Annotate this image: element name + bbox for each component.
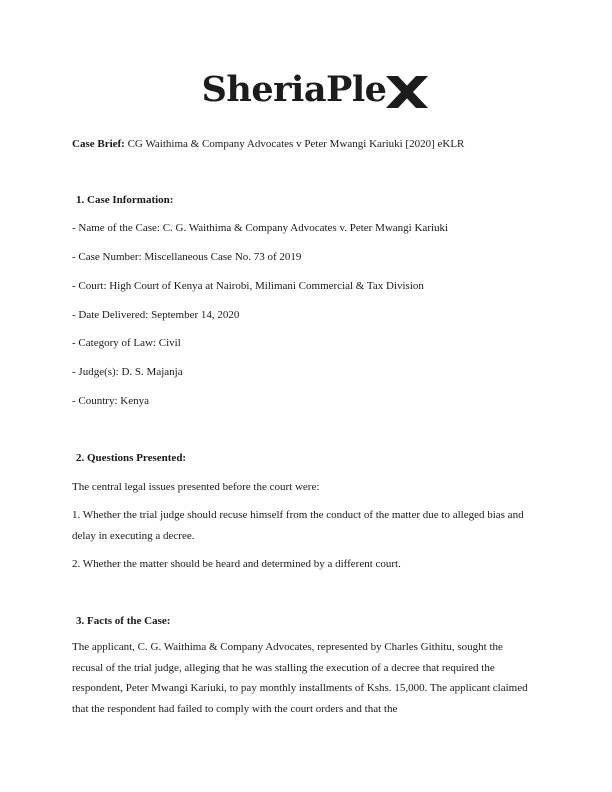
question-2: 2. Whether the matter should be heard and determined by a different court. (72, 558, 401, 570)
case-brief-title: CG Waithima & Company Advocates v Peter Mwangi Kariuki [2020] eKLR (124, 138, 465, 150)
case-info-court: - Court: High Court of Kenya at Nairobi, Milimani Commercial & Tax Division (72, 280, 424, 292)
question-1: 1. Whether the trial judge should recuse himself from the conduct of the matter due to alleged bias and delay in executing a decree. (72, 509, 524, 542)
section-questions-title: 2. Questions Presented: (76, 452, 187, 464)
facts-paragraph: The applicant, C. G. Waithima & Company Advocates, represented by Charles Githitu, sought the recusal of the trial judge, alleging that he was stalling the execution of a decree that required the respondent, Peter Mwangi Kariuki, to pay monthly installments of Kshs. 15,000. The applicant claimed that the respondent had failed to comply with the court orders and that the (72, 641, 528, 715)
logo-wordmark: SheriaPle (201, 69, 387, 110)
questions-intro: The central legal issues presented before the court were: (72, 481, 320, 493)
section-facts-title: 3. Facts of the Case: (76, 615, 171, 627)
case-info-country: - Country: Kenya (72, 395, 149, 407)
case-info-name: - Name of the Case: C. G. Waithima & Company Advocates v. Peter Mwangi Kariuki (72, 222, 449, 234)
section-case-information-title: 1. Case Information: (76, 194, 174, 206)
case-brief-label: Case Brief: (72, 138, 125, 150)
case-info-date: - Date Delivered: September 14, 2020 (72, 309, 240, 321)
case-info-category: - Category of Law: Civil (72, 337, 181, 349)
brand-logo (0, 70, 612, 122)
case-info-number: - Case Number: Miscellaneous Case No. 73 of 2019 (72, 251, 302, 263)
case-brief-heading (72, 137, 464, 151)
x-mark-icon (384, 72, 430, 112)
logo-group (202, 70, 431, 110)
case-info-judge: - Judge(s): D. S. Majanja (72, 366, 183, 378)
